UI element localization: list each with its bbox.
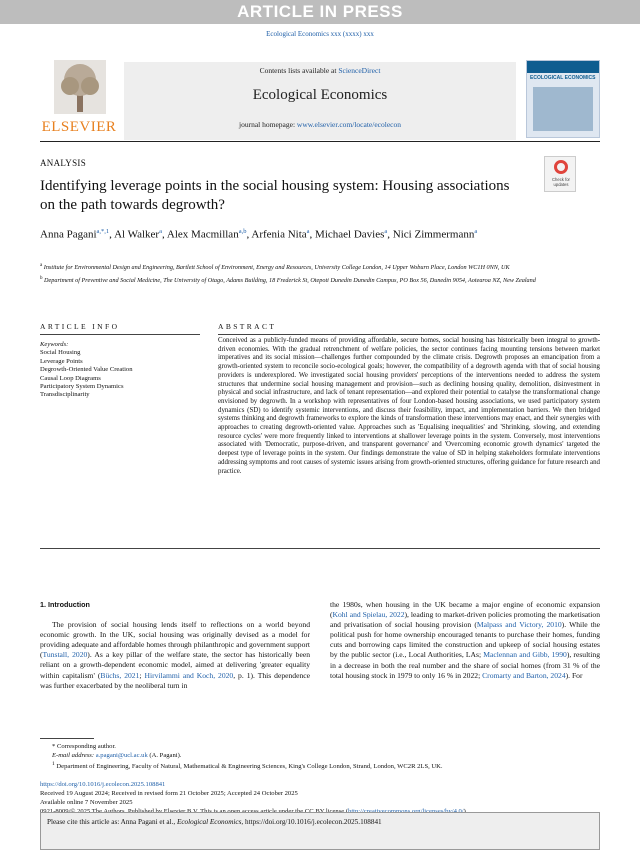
cover-title: ECOLOGICAL ECONOMICS xyxy=(530,75,596,81)
affiliation-mark: b xyxy=(40,275,43,281)
author-affiliation-mark[interactable]: a,b xyxy=(238,228,247,235)
citation-journal: Ecological Economics xyxy=(176,818,242,826)
affiliation-text: Department of Preventive and Social Medicine, The University of Otago, Adams Building, 18 Frederick St, Otepoti Dunedin Dunedin Campus, PO Box 56, Dunedin 9054, Aotearoa NZ, New Zealand xyxy=(44,276,536,284)
author-affiliation-mark[interactable]: a,*,1 xyxy=(96,228,110,235)
footnotes xyxy=(40,742,600,771)
citation-link[interactable]: Malpass and Victory, 2010 xyxy=(476,620,562,630)
body-text: ; xyxy=(139,670,145,680)
citation-link[interactable]: Hirvilammi and Koch, 2020 xyxy=(144,670,234,680)
abstract-rule xyxy=(218,334,600,335)
doi-link[interactable]: https://doi.org/10.1016/j.ecolecon.2025.108841 xyxy=(40,781,166,788)
article-info-rule xyxy=(40,334,200,335)
author-affiliation-mark[interactable]: a xyxy=(306,228,310,235)
affiliation-mark: a xyxy=(40,263,43,268)
keyword-item: Leverage Points xyxy=(40,357,83,365)
check-for-updates-icon xyxy=(554,160,568,174)
email-link[interactable]: a.pagani@ucl.ac.uk xyxy=(95,752,148,759)
available-online: Available online 7 November 2025 xyxy=(40,799,133,806)
keyword-item: Causal Loop Diagrams xyxy=(40,374,101,382)
elsevier-tree-icon xyxy=(54,60,106,114)
footnote-rule xyxy=(40,738,94,739)
corresponding-author-note: * Corresponding author. xyxy=(52,743,116,750)
author-affiliation-mark[interactable]: a xyxy=(384,228,388,235)
journal-cover-thumbnail[interactable] xyxy=(526,60,600,138)
article-title: Identifying leverage points in the social housing system: Housing associations on the path towards degrowth? xyxy=(40,178,510,213)
check-for-updates-label: Check for updates xyxy=(552,177,570,187)
body-text: the 1980s, when housing in the UK became a major engine of economic expansion ( xyxy=(330,600,600,620)
footnote-1-text: Department of Engineering, Faculty of Natural, Mathematical & Engineering Sciences, King's College London, Strand, London, WC2R 2LS, UK. xyxy=(56,763,443,771)
received-dates: Received 19 August 2024; Received in revised form 21 October 2025; Accepted 24 October 2025 xyxy=(40,790,298,797)
body-text: ), resulting in a decrease in both the real number and the share of social homes (from 31 % of the total housing stock in 1979 to only 16 % in 2022; xyxy=(330,650,600,680)
contents-line xyxy=(124,66,516,75)
author-name[interactable]: Nici Zimmermann xyxy=(392,228,475,241)
affiliation-text: Institute for Environmental Design and Engineering, Bartlett School of Environment, Energy and Resources, University College London, 14 Upper Woburn Place, London WC1H 0NN, UK xyxy=(43,264,510,272)
check-for-updates-badge[interactable] xyxy=(544,156,576,192)
citation-link[interactable]: Tunstall, 2020 xyxy=(42,650,88,660)
body-text: ). While the political push for home ownership encouraged tenants to purchase their homes, funding cuts and borrowing caps limited the construction and upkeep of social housing estates by the public sector (i.e., Local Authorities, LAs; xyxy=(330,620,601,660)
publisher-name: ELSEVIER xyxy=(41,119,117,135)
keywords-block xyxy=(40,341,200,400)
journal-title: Ecological Economics xyxy=(252,87,388,103)
keywords-label: Keywords: xyxy=(40,341,69,348)
email-suffix: (A. Pagani). xyxy=(147,752,182,759)
abstract-bottom-rule xyxy=(40,548,600,549)
author-name[interactable]: Al Walker xyxy=(114,228,160,241)
body-column-left xyxy=(40,600,310,691)
citation-link[interactable]: Büchs, 2021 xyxy=(100,670,140,680)
elsevier-logo xyxy=(40,60,118,140)
body-column-right xyxy=(330,600,600,681)
citation-prefix: Please cite this article as: Anna Pagani et al., xyxy=(47,818,177,826)
sciencedirect-link[interactable]: ScienceDirect xyxy=(338,66,381,75)
affiliations xyxy=(40,262,560,287)
corresponding-author-text: Corresponding author. xyxy=(56,743,116,750)
section-heading: 1. Introduction xyxy=(40,600,90,609)
author-name[interactable]: Alex Macmillan xyxy=(166,228,239,241)
affiliation-item xyxy=(40,262,560,273)
body-text: ), leading to market-driven policies promoting the marketisation and privatisation of social housing provision ( xyxy=(330,610,600,630)
author-name[interactable]: Arfenia Nita xyxy=(251,228,307,241)
body-text: ). As a key pillar of the welfare state, the sector has historically been reliant on a growth-dependent economic model, aimed at delivering 'greater equality within capitalism' ( xyxy=(40,650,310,680)
body-paragraph xyxy=(330,600,600,681)
masthead-center xyxy=(124,62,516,140)
article-in-press-banner: ARTICLE IN PRESS xyxy=(0,0,640,24)
author-name[interactable]: Anna Pagani xyxy=(40,228,97,241)
body-text: , p. 1). This dependence was further exacerbated by the neoliberal turn in xyxy=(40,670,310,690)
body-paragraph xyxy=(40,620,310,691)
author-name[interactable]: Michael Davies xyxy=(315,228,385,241)
journal-reference[interactable]: Ecological Economics xxx (xxxx) xxx xyxy=(266,30,374,38)
citation-box xyxy=(40,812,600,850)
article-info-heading: ARTICLE INFO xyxy=(40,322,120,331)
author-affiliation-mark[interactable]: a xyxy=(159,228,162,235)
publication-info xyxy=(40,780,600,816)
email-label: E-mail address: xyxy=(52,752,96,759)
citation-link[interactable]: Kohl and Spielau, 2022 xyxy=(332,610,405,620)
citation-link[interactable]: Maclennan and Gibb, 1990 xyxy=(483,650,567,660)
section-label: ANALYSIS xyxy=(40,158,87,168)
journal-homepage-line xyxy=(124,120,516,129)
keyword-item: Degrowth-Oriented Value Creation xyxy=(40,366,133,374)
email-note xyxy=(40,751,600,760)
journal-homepage-link[interactable]: www.elsevier.com/locate/ecolecon xyxy=(296,120,401,129)
citation-link[interactable]: Cromarty and Barton, 2024 xyxy=(482,670,566,680)
keyword-item: Participatory System Dynamics xyxy=(40,383,124,391)
keyword-item: Transdisciplinarity xyxy=(40,391,90,399)
citation-suffix[interactable]: , https://doi.org/10.1016/j.ecolecon.2025.108841 xyxy=(241,818,382,826)
contents-prefix: Contents lists available at xyxy=(259,66,339,75)
homepage-prefix: journal homepage: xyxy=(239,120,297,129)
keyword-item: Social Housing xyxy=(40,349,81,357)
cover-band xyxy=(527,61,599,73)
journal-masthead xyxy=(40,60,600,142)
footnote-1: $^1$ Department of Engineering, Faculty of Natural, Mathematical & Engineering Sciences, King's College London, Strand, London, WC2R 2LS, UK. xyxy=(52,761,443,771)
body-text: ). For xyxy=(565,670,583,680)
affiliation-item xyxy=(40,275,560,286)
body-text: The provision of social housing lends itself to reflections on a world beyond economic growth. In the UK, social housing was originally devised as a model for providing adequate and affordable homes through philanthropic and government support ( xyxy=(40,620,310,660)
abstract-text: Conceived as a publicly-funded means of providing affordable, secure homes, social housing has historically been integral to growth-driven economies. With the gradual retrenchment of welfare policies, the sector continues facing mounting tensions between market imperatives and its social mission—challenges further compounded by the climate crisis. Degrowth proposes an emancipation from a growth-oriented system to reconcile socio-ecological goals; however, the compatibility of a degrowth agenda with that of social housing providers is underexplored. We investigated social housing providers' perceptions of the interventions needed to address the system structures that undermine social housing management and provision—such as declining housing quality, demolition, disinvestment in physical and social infrastructure, and lack of tenant representation—and explored their potential to catalyse the transformational change envisioned by degrowth. In a workshop with representatives of four London-based housing associations, we used participatory system dynamics (SD) to identify systemic interventions, and discuss their feasibility, impact, and implementation barriers. We then bridged systems thinking and degrowth frameworks to explore the kinds of transformation these interventions may enact, and their synergies with approaches to creating degrowth-oriented value. Approaches such as 'Equalising inequalities' and 'Shrinking, slowing, and extending resource cycles' were more frequently linked to interventions at shallower leverage points in the system. Conversely, most interventions associated with 'Democratic, purpose-driven, and transparent governance' and 'Overcoming economic growth dynamics' targeted the deepest type of leverage points in the system. Our findings demonstrate the value of SD in helping stakeholders formulate interventions addressing symptoms and root causes of systemic issues arising from growth-oriented structures, offering guidance for future research and practice. xyxy=(218,337,600,475)
abstract-heading: ABSTRACT xyxy=(218,322,277,331)
author-affiliation-mark[interactable]: a xyxy=(474,228,478,235)
cover-image xyxy=(533,87,593,131)
author-list: Anna Pagani$^{a,*,1}$, Al Walker$^a$, Alex Macmillan$^{a,b}$, Arfenia Nita$^a$, Michael Davies$^a$, Nici Zimmermann$^a$ xyxy=(40,228,478,241)
